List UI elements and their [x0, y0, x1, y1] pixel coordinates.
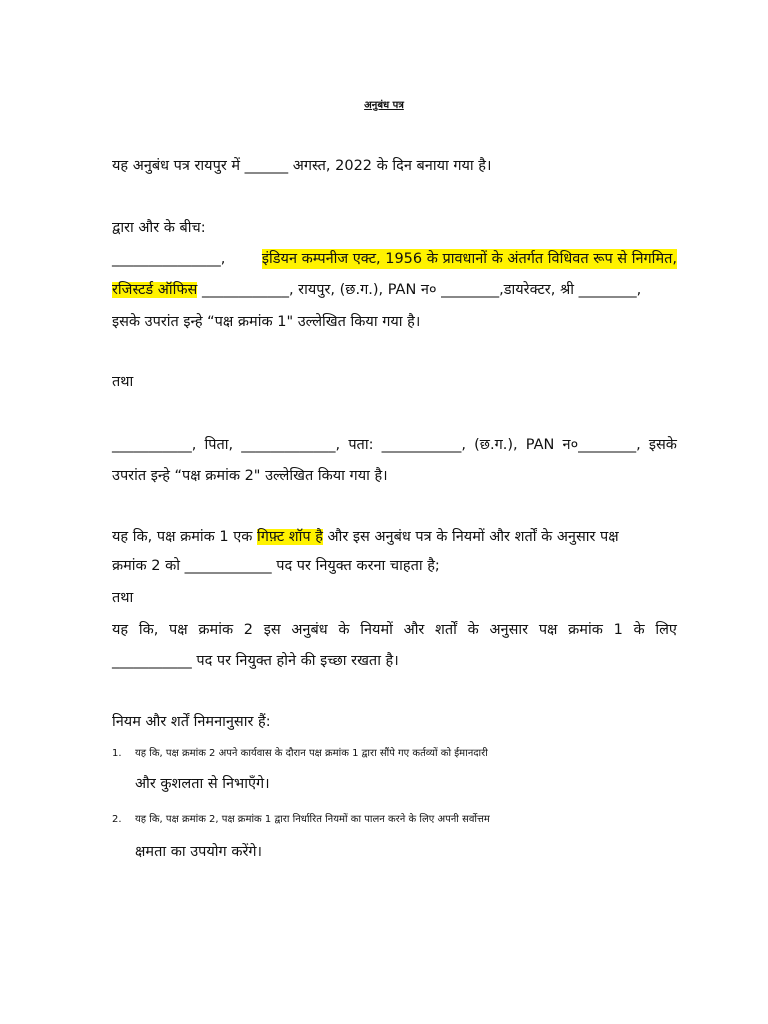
whereas2-word: नियमों	[360, 622, 393, 638]
whereas2-word: कि,	[138, 622, 159, 638]
party1-line2	[112, 280, 641, 300]
party2-word: _____________,	[241, 437, 341, 453]
party1-line3: इसके उपरांत इन्हे “पक्ष क्रमांक 1" उल्लेखित किया गया है।	[112, 314, 421, 330]
term-item-2-line1	[0, 810, 768, 830]
whereas2-word: शर्तों	[435, 622, 457, 638]
whereas2-word: और	[403, 622, 425, 638]
party2-word: ___________,	[381, 437, 466, 453]
party2-word: पता:	[348, 437, 374, 453]
whereas2-word: 2	[243, 622, 254, 638]
document-title: अनुबंध पत्र	[364, 100, 404, 111]
term-item-1-line2: और कुशलता से निभाएँगे।	[135, 776, 270, 792]
whereas1-line1	[112, 527, 619, 547]
whereas2-word: पक्ष	[538, 622, 558, 638]
whereas2-word: क्रमांक	[198, 622, 234, 638]
whereas1-pre: यह कि, पक्ष क्रमांक 1 एक	[112, 529, 257, 545]
term-item-1-line1	[0, 744, 768, 764]
terms-heading: नियम और शर्तें निमनानुसार हैं:	[112, 714, 271, 730]
term-item-2-number: 2.	[112, 814, 122, 825]
term-item-2-line2: क्षमता का उपयोग करेंगे।	[135, 844, 263, 860]
term-item-2-text: यह कि, पक्ष क्रमांक 2, पक्ष क्रमांक 1 द्वारा निर्धारित नियमों का पालन करने के लिए अपनी सर्वोत्तम	[135, 814, 490, 825]
whereas2-word: 1	[613, 622, 623, 638]
whereas2-word: के	[338, 622, 350, 638]
and-label-2: तथा	[112, 590, 134, 606]
between-label: द्वारा और के बीच:	[112, 220, 206, 236]
party1-highlight-company-act: इंडियन कम्पनीज एक्ट, 1956 के प्रावधानों के अंतर्गत विधिवत रूप से निगमित,	[261, 251, 677, 267]
party1-highlight-registered-office: रजिस्टर्ड ऑफिस	[112, 282, 198, 298]
whereas2-line2: ___________ पद पर नियुक्त होने की इच्छा रखता है।	[112, 653, 399, 669]
whereas1-highlight-gift-shop: गिफ़्ट शॉप है	[256, 529, 323, 545]
whereas2-word: अनुबंध	[291, 622, 328, 638]
whereas2-word: यह	[112, 622, 129, 638]
whereas1-post: और इस अनुबंध पत्र के नियमों और शर्तों के अनुसार पक्ष	[322, 529, 619, 545]
party2-word: (छ.ग.),	[474, 437, 518, 453]
whereas2-word: पक्ष	[169, 622, 188, 638]
party2-word: न०________,	[562, 437, 641, 453]
party1-blank: _______________,	[112, 251, 226, 267]
party2-word: पिता,	[204, 437, 234, 453]
whereas1-line2: क्रमांक 2 को ____________ पद पर नियुक्त करना चाहता है;	[112, 558, 440, 574]
party1-line1	[112, 249, 677, 269]
party2-word: इसके	[648, 437, 677, 453]
party2-word: PAN	[525, 437, 555, 453]
whereas2-line1	[112, 620, 677, 640]
whereas2-word: के	[633, 622, 645, 638]
whereas2-word: लिए	[655, 622, 677, 638]
whereas2-word: इस	[263, 622, 281, 638]
term-item-1-number: 1.	[112, 748, 122, 759]
party2-line1	[112, 435, 677, 455]
whereas2-word: अनुसार	[489, 622, 529, 638]
whereas2-word: के	[467, 622, 479, 638]
party2-word: ___________,	[112, 437, 197, 453]
party2-line2: उपरांत इन्हे “पक्ष क्रमांक 2" उल्लेखित किया गया है।	[112, 468, 388, 484]
party1-line2-rest: ____________, रायपुर, (छ.ग.), PAN न० ________,डायरेक्टर, श्री ________,	[197, 282, 642, 298]
and-label-1: तथा	[112, 374, 134, 390]
whereas2-word: क्रमांक	[568, 622, 603, 638]
intro-paragraph: यह अनुबंध पत्र रायपुर में ______ अगस्त, 2022 के दिन बनाया गया है।	[112, 158, 492, 174]
term-item-1-text: यह कि, पक्ष क्रमांक 2 अपने कार्यवास के दौरान पक्ष क्रमांक 1 द्वारा सौंपे गए कर्तव्यों को ईमानदारी	[135, 748, 488, 759]
